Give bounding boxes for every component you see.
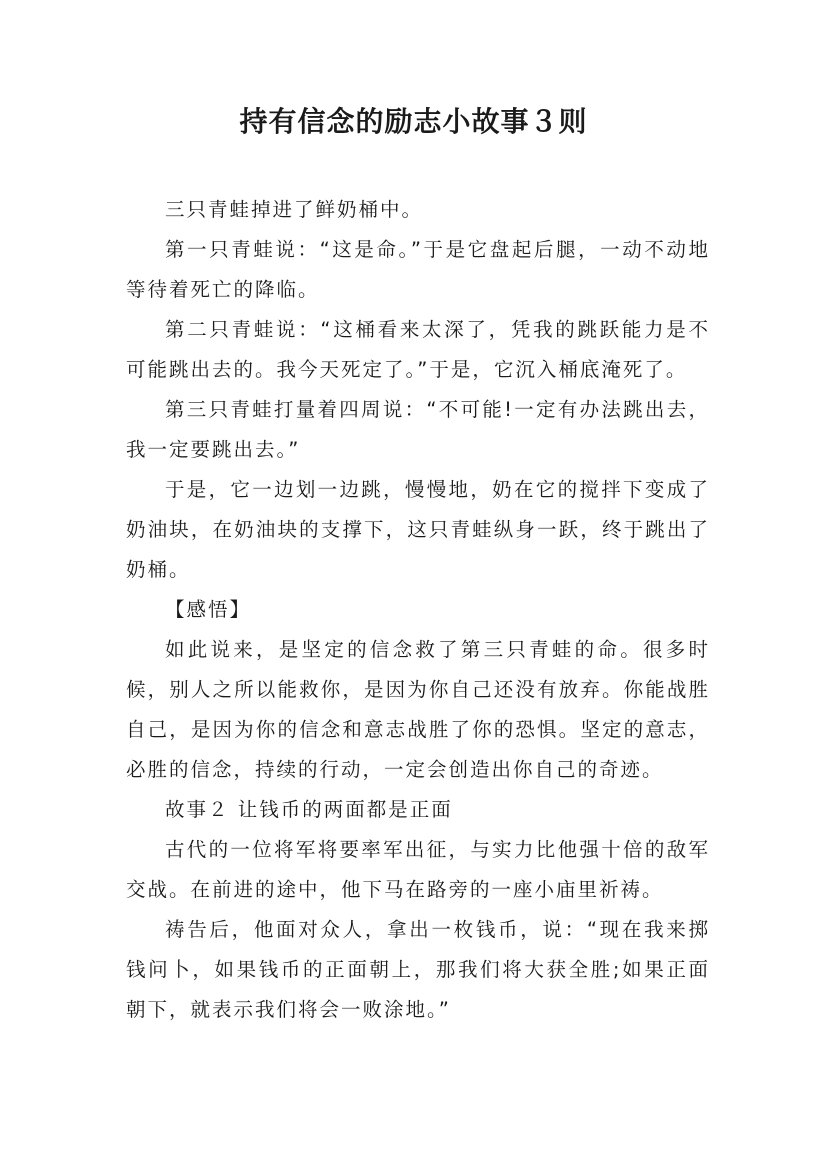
document-body — [126, 190, 710, 1030]
paragraph: 第一只青蛙说：“这是命。”于是它盘起后腿，一动不动地等待着死亡的降临。 — [126, 238, 710, 301]
paragraph: 三只青蛙掉进了鲜奶桶中。 — [165, 198, 424, 221]
paragraph: 于是，它一边划一边跳，慢慢地，奶在它的搅拌下变成了奶油块，在奶油块的支撑下，这只青蛙纵身一跃，终于跳出了奶桶。 — [126, 478, 710, 581]
story-heading: 故事２ 让钱币的两面都是正面 — [165, 798, 453, 821]
document-title: 持有信念的励志小故事３则 — [239, 105, 588, 138]
paragraph: 如此说来，是坚定的信念救了第三只青蛙的命。很多时候，别人之所以能救你，是因为你自己还没有放弃。你能战胜自己，是因为你的信念和意志战胜了你的恐惧。坚定的意志，必胜的信念，持续的行动，一定会创造出你自己的奇迹。 — [126, 638, 710, 781]
section-heading-insight: 【感悟】 — [165, 598, 252, 621]
paragraph: 第二只青蛙说：“这桶看来太深了，凭我的跳跃能力是不可能跳出去的。我今天死定了。”于是，它沉入桶底淹死了。 — [126, 318, 710, 381]
paragraph: 古代的一位将军将要率军出征，与实力比他强十倍的敌军交战。在前进的途中，他下马在路旁的一座小庙里祈祷。 — [126, 838, 710, 901]
paragraph: 祷告后，他面对众人，拿出一枚钱币，说：“现在我来掷钱问卜，如果钱币的正面朝上，那我们将大获全胜;如果正面朝下，就表示我们将会一败涂地。” — [126, 918, 710, 1021]
paragraph: 第三只青蛙打量着四周说：“不可能!一定有办法跳出去，我一定要跳出去。” — [126, 398, 710, 461]
